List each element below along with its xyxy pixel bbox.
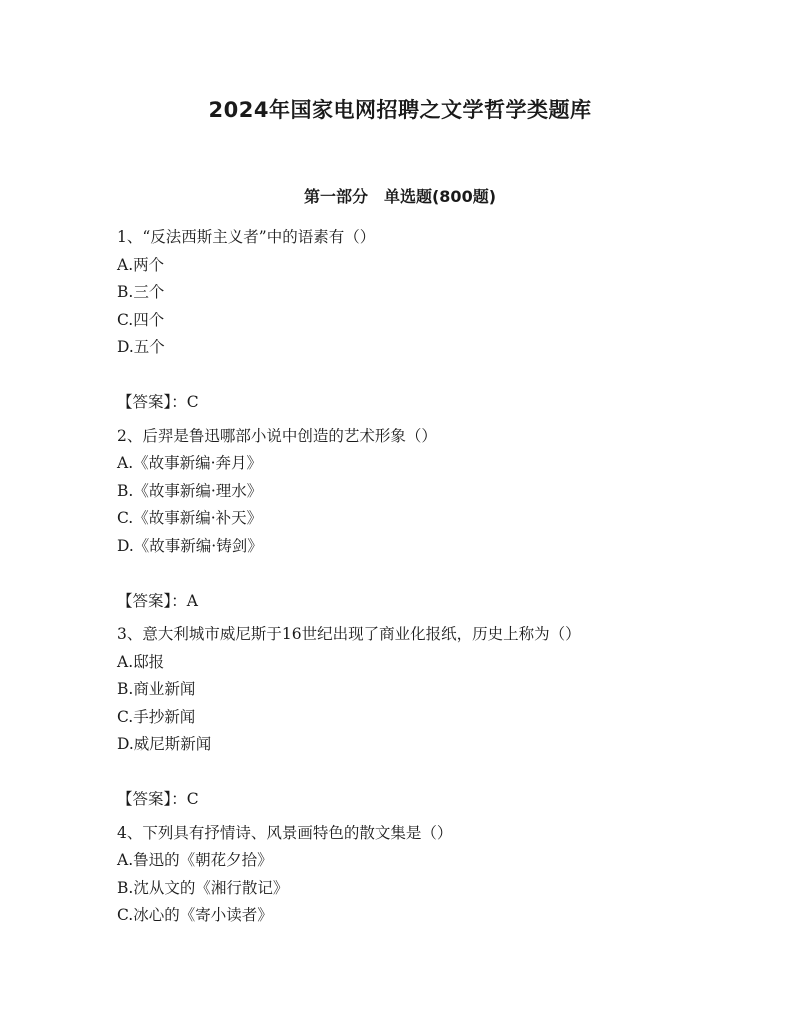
option-a: A.邸报 <box>117 652 165 671</box>
document-title: 2024年国家电网招聘之文学哲学类题库 <box>208 98 592 122</box>
answer-value: C <box>186 393 199 411</box>
answer-label: 【答案】： <box>117 393 187 411</box>
answer-value: C <box>186 790 199 808</box>
question-4 <box>117 820 717 930</box>
question-stem: 1、“反法西斯主义者”中的语素有（） <box>117 228 376 246</box>
question-2 <box>117 423 717 616</box>
option-a: A.《故事新编·奔月》 <box>117 454 263 472</box>
question-stem: 3、意大利城市威尼斯于16世纪出现了商业化报纸，历史上称为（） <box>117 625 581 643</box>
option-c: C.四个 <box>117 310 165 329</box>
option-b: B.《故事新编·理水》 <box>117 481 263 500</box>
option-a: A.两个 <box>117 255 165 274</box>
option-b: B.商业新闻 <box>117 680 196 698</box>
answer-line <box>117 786 717 814</box>
option-a: A.鲁迅的《朝花夕拾》 <box>117 851 273 869</box>
section-title: 第一部分 单选题(800题) <box>303 187 497 206</box>
option-c: C.《故事新编·补天》 <box>117 509 263 527</box>
answer-line <box>117 588 717 616</box>
option-d: D.威尼斯新闻 <box>117 735 212 753</box>
option-d: D.《故事新编·铸剑》 <box>117 536 263 555</box>
option-d: D.五个 <box>117 338 165 356</box>
option-c: C.手抄新闻 <box>117 707 196 726</box>
option-b: B.沈从文的《湘行散记》 <box>117 878 289 897</box>
option-b: B.三个 <box>117 283 165 301</box>
option-c: C.冰心的《寄小读者》 <box>117 906 273 924</box>
answer-line <box>117 389 717 417</box>
question-list <box>117 224 717 930</box>
answer-label: 【答案】： <box>117 790 187 808</box>
question-stem: 2、后羿是鲁迅哪部小说中创造的艺术形象（） <box>117 426 437 445</box>
question-stem: 4、下列具有抒情诗、风景画特色的散文集是（） <box>117 823 453 842</box>
answer-value: A <box>186 591 198 610</box>
answer-label: 【答案】： <box>117 591 187 610</box>
question-3 <box>117 621 717 814</box>
question-1 <box>117 224 717 417</box>
